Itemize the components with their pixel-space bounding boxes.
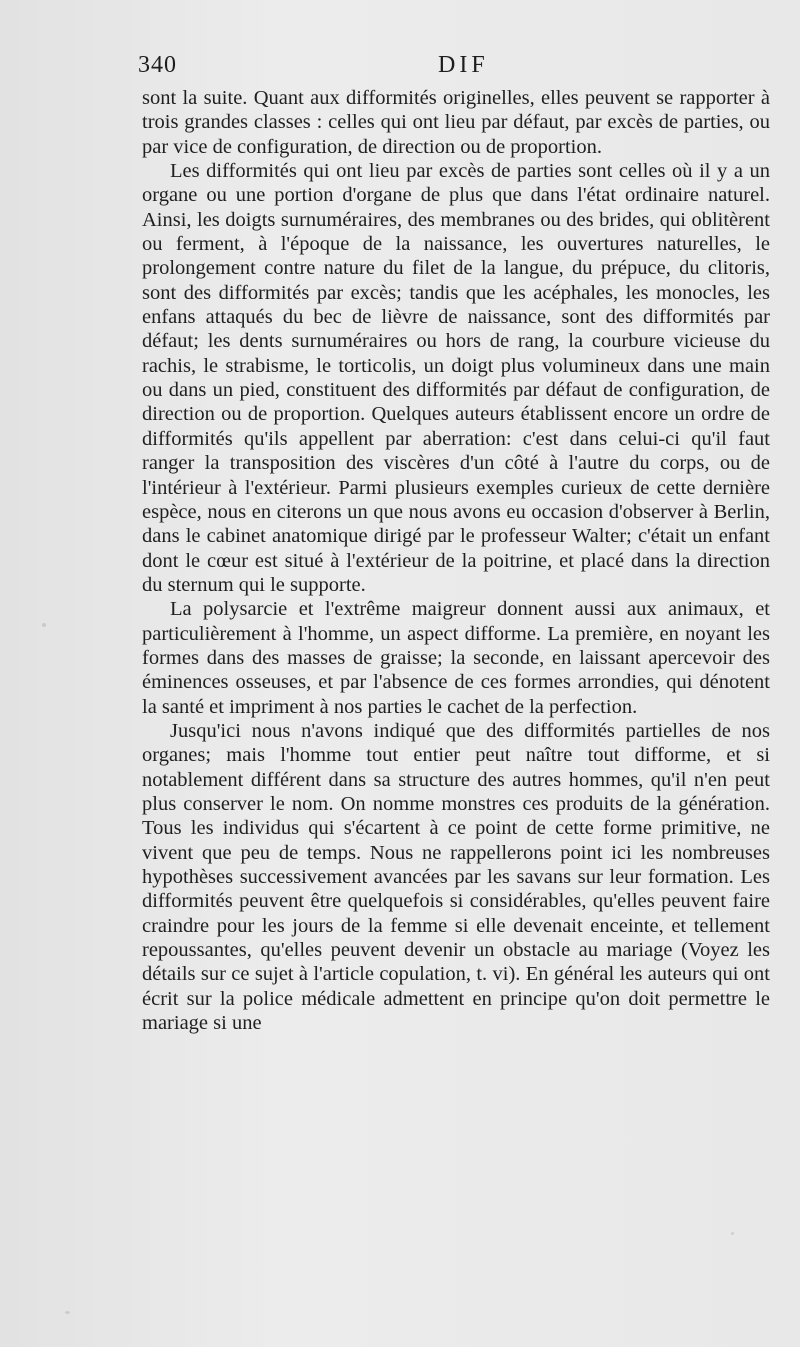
paper-spot [65, 1311, 70, 1314]
paragraph-1: sont la suite. Quant aux difformités originelles, elles peuvent se rapporter à trois grandes classes : celles qui ont lieu par défaut, par excès de parties, ou par vice de configuration, de direction ou de proportion. [142, 87, 770, 158]
paragraph-4: Jusqu'ici nous n'avons indiqué que des difformités partielles de nos organes; mais l'homme tout entier peut naître tout difforme, et si notablement différent dans sa structure des autres hommes, qu'il n'en peut plus conserver le nom. On nomme monstres ces produits de la génération. Tous les individus qui s'écartent à ce point de cette forme primitive, ne vivent que peu de temps. Nous ne rappellerons point ici les nombreuses hypothèses successivement avancées par les savans sur leur formation. Les difformités peuvent être quelquefois si considérables, qu'elles peuvent faire craindre pour les jours de la femme si elle devenait enceinte, et tellement repoussantes, qu'elles peuvent devenir un obstacle au mariage (Voyez les détails sur ce sujet à l'article copulation, t. vi). En général les auteurs qui ont écrit sur la police médicale admettent en principe qu'on doit permettre le mariage si une [142, 719, 770, 1035]
running-title: DIF [438, 52, 489, 78]
paper-spot [42, 623, 46, 627]
page-number: 340 [138, 52, 177, 78]
paper-spot [731, 1232, 734, 1235]
running-head [138, 52, 770, 88]
paragraph-2: Les difformités qui ont lieu par excès de parties sont celles où il y a un organe ou une portion d'organe de plus que dans l'état ordinaire naturel. Ainsi, les doigts surnuméraires, des membranes ou des brides, qui oblitèrent ou ferment, à l'époque de la naissance, les ouvertures naturelles, le prolongement contre nature du filet de la langue, du prépuce, du clitoris, sont des difformités par excès; tandis que les acéphales, les monocles, les enfans attaqués du bec de lièvre de naissance, sont des difformités par défaut; les dents surnuméraires ou hors de rang, la courbure vicieuse du rachis, le strabisme, le torticolis, un doigt plus volumineux dans une main ou dans un pied, constituent des difformités par défaut de configuration, de direction ou de proportion. Quelques auteurs établissent encore un ordre de difformités qu'ils appellent par aberration: c'est dans celui-ci qu'il faut ranger la transposition des viscères d'un côté à l'autre du corps, ou de l'intérieur à l'extérieur. Parmi plusieurs exemples curieux de cette dernière espèce, nous en citerons un que nous avons eu occasion d'observer à Berlin, dans le cabinet anatomique dirigé par le professeur Walter; c'était un enfant dont le cœur est situé à l'extérieur de la poitrine, et placé dans la direction du sternum qui le supporte. [142, 160, 770, 596]
paragraph-3: La polysarcie et l'extrême maigreur donnent aussi aux animaux, et particulièrement à l'homme, un aspect difforme. La première, en noyant les formes dans des masses de graisse; la seconde, en laissant apercevoir des éminences osseuses, et par l'absence de ces formes arrondies, qui dénotent la santé et impriment à nos parties le cachet de la perfection. [142, 598, 770, 718]
body-text [142, 86, 770, 1035]
